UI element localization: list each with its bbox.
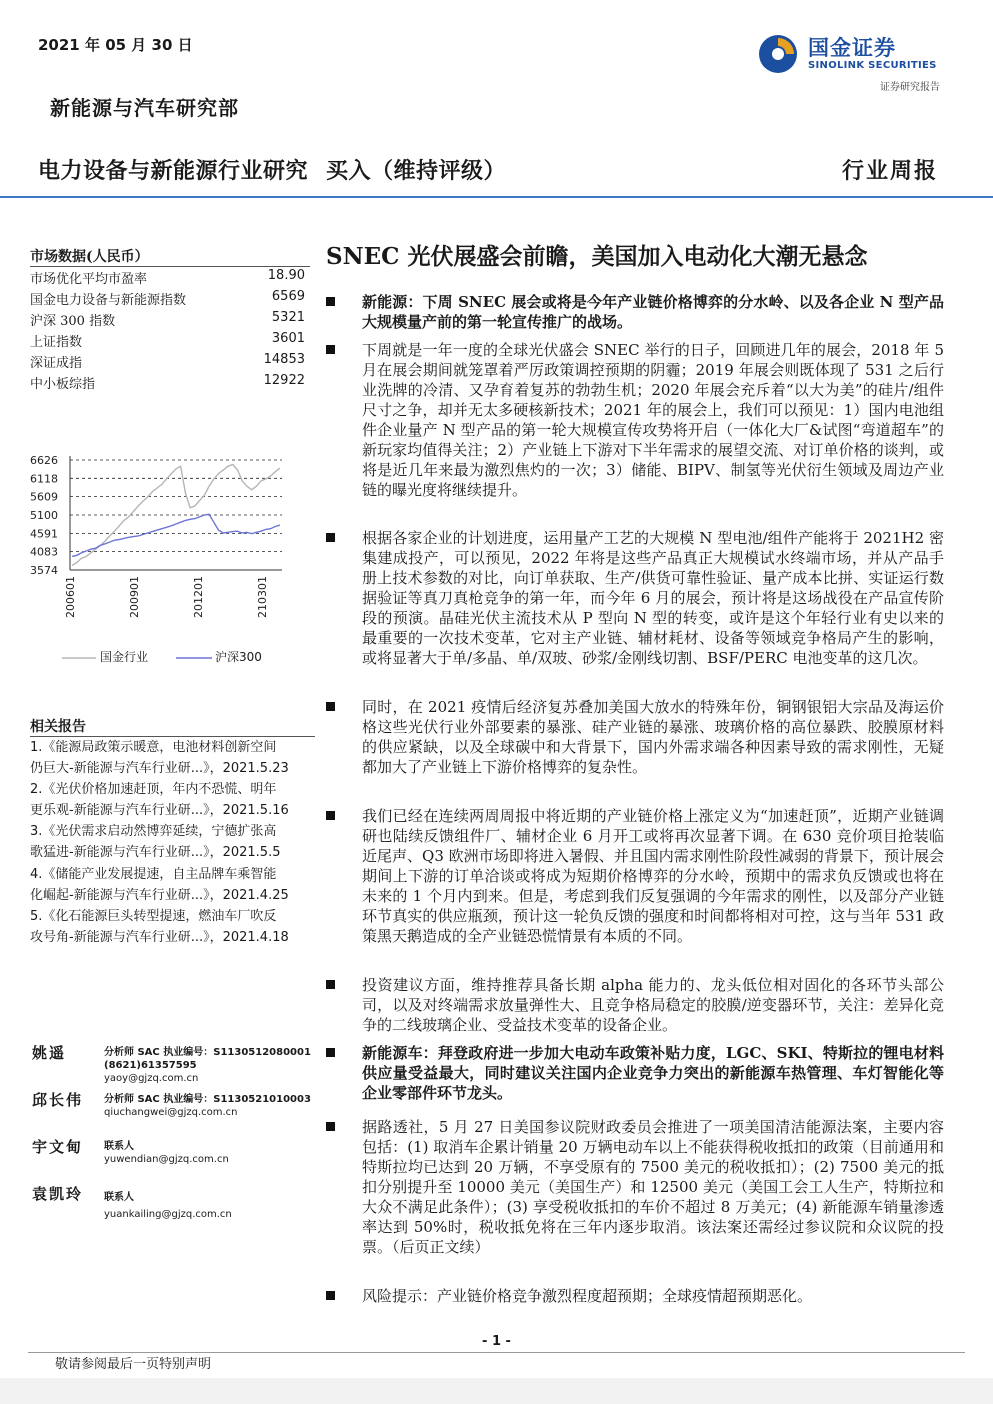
index-line-chart [30, 446, 290, 626]
logo-mark-icon [758, 34, 798, 74]
analyst-info [104, 1093, 311, 1119]
market-value: 12922 [263, 373, 305, 388]
related-report-line: 4.《储能产业发展提速，自主品牌车乘智能 [30, 867, 277, 882]
analyst-role: 分析师 SAC 执业编号：S1130521010003 [104, 1094, 311, 1105]
header-divider [0, 196, 993, 198]
bullet-marker [326, 1291, 335, 1300]
market-label: 中小板综指 [30, 377, 96, 392]
analyst-card [32, 1042, 322, 1088]
market-value: 6569 [271, 289, 305, 304]
related-report-line: 2.《光伏价格加速赶顶，年内不恐慌、明年 [30, 782, 277, 797]
market-label: 国金电力设备与新能源指数 [30, 293, 187, 308]
page-bottom-band [0, 1378, 993, 1404]
x-tick-label: 210301 [256, 576, 269, 618]
related-reports-heading: 相关报告 [30, 719, 86, 735]
company-logo [758, 32, 948, 94]
body-paragraph: 同时，在 2021 疫情后经济复苏叠加美国大放水的特殊年份，铜钢银铝大宗品及海运价格这些光伏行业外部要素的暴涨、硅产业链的暴涨、玻璃价格的高位暴跌、胶膜原材料的供应紧缺，以及全球碳中和大背景下，国内外需求端各种因素导致的需求刚性，无疑都加大了产业链上下游价格博弈的复杂性。 [362, 698, 944, 776]
analyst-info [104, 1046, 311, 1085]
market-value: 5321 [271, 310, 305, 325]
y-tick-label: 5100 [30, 509, 58, 522]
related-report-line: 歌猛进-新能源与汽车行业研...》，2021.5.5 [30, 845, 281, 860]
legend-swatch-industry [62, 656, 96, 660]
risk-warning: 风险提示：产业链价格竞争激烈程度超预期；全球疫情超预期恶化。 [362, 1287, 813, 1305]
bullet-marker [326, 1048, 335, 1057]
market-label: 市场优化平均市盈率 [30, 272, 148, 287]
analyst-email[interactable]: yuwendian@gjzq.com.cn [104, 1154, 229, 1165]
related-report-item[interactable] [30, 821, 318, 863]
related-report-line: 5.《化石能源巨头转型提速，燃油车厂吹反 [30, 909, 277, 924]
industry-rating-line [38, 154, 506, 185]
bullet-marker [326, 702, 335, 711]
related-report-line: 更乐观-新能源与汽车行业研...》，2021.5.16 [30, 803, 289, 818]
market-label: 沪深 300 指数 [30, 314, 116, 329]
analyst-phone: (8621)61357595 [104, 1060, 197, 1071]
related-report-line: 仍巨大-新能源与汽车行业研...》，2021.5.23 [30, 761, 289, 776]
y-tick-label: 5609 [30, 490, 58, 504]
bullet-marker [326, 980, 335, 989]
bullet-marker [326, 297, 335, 306]
series-line-1 [72, 514, 280, 556]
y-tick-label: 6626 [30, 454, 58, 467]
industry-name: 电力设备与新能源行业研究 [38, 159, 309, 184]
department-name: 新能源与汽车研究部 [50, 96, 239, 120]
related-report-item[interactable] [30, 906, 318, 948]
legend-label-industry: 国金行业 [100, 650, 149, 664]
analyst-name: 姚遥 [32, 1044, 67, 1062]
analyst-name: 邱长伟 [32, 1091, 84, 1109]
report-type: 行业周报 [841, 158, 938, 184]
rating: 买入（维持评级） [326, 159, 507, 184]
market-value: 18.90 [267, 268, 305, 283]
y-tick-label: 4591 [30, 527, 58, 541]
bullet-marker [326, 1122, 335, 1131]
analyst-info [104, 1140, 229, 1166]
section-heading-nev: 新能源车：拜登政府进一步加大电动车政策补贴力度，LGC、SKI、特斯拉的锂电材料供应量受益最大，同时建议关注国内企业竞争力突出的新能源车热管理、车灯智能化等企业零部件环节龙头。 [362, 1044, 944, 1102]
analyst-name: 宇文甸 [32, 1138, 84, 1156]
legend-swatch-hs300 [176, 656, 212, 660]
related-report-item[interactable] [30, 779, 318, 821]
logo-english-text: SINOLINK SECURITIES [808, 60, 937, 71]
analyst-card [32, 1136, 322, 1176]
disclaimer-note: 敬请参阅最后一页特别声明 [55, 1357, 212, 1372]
x-tick-label: 201201 [192, 576, 205, 618]
related-report-item[interactable] [30, 864, 318, 906]
report-title: SNEC 光伏展盛会前瞻，美国加入电动化大潮无悬念 [326, 243, 868, 270]
body-paragraph: 投资建议方面，维持推荐具备长期 alpha 能力的、龙头低位相对固化的各环节头部公司，以及对终端需求放量弹性大、且竞争格局稳定的胶膜/逆变器环节，关注：差异化竞争的二线玻璃企业、受益技术变革的设备企业。 [362, 976, 944, 1034]
logo-chinese-text: 国金证券 [808, 36, 896, 60]
analyst-card [32, 1089, 322, 1129]
body-paragraph: 据路透社，5 月 27 日美国参议院财政委员会推进了一项美国清洁能源法案，主要内容包括：(1) 取消车企累计销量 20 万辆电动车以上不能获得税收抵扣的政策（目前通用和特斯拉均已达到 20 万辆，不享受原有的 7500 美元的税收抵扣）；(2) 7500 美元的抵扣分别提升至 10000 美元（美国生产）和 12500 美元（美国工会工人生产，特斯拉和大众不满足此条件）；(3) 享受税收抵扣的车价不超过 8 万美元；(4) 新能源车销量渗透率达到 50%时，税收抵免将在三年内逐步取消。该法案还需经过参议院和众议院的投票。（后页正文续） [362, 1118, 944, 1256]
legend-label-hs300: 沪深300 [215, 650, 262, 664]
section-heading-solar: 新能源：下周 SNEC 展会或将是今年产业链价格博弈的分水岭、以及各企业 N 型产品大规模量产前的第一轮宣传推广的战场。 [362, 293, 944, 331]
market-value: 3601 [271, 331, 305, 346]
y-tick-label: 6118 [30, 472, 58, 486]
body-paragraph: 根据各家企业的计划进度，运用量产工艺的大规模 N 型电池/组件产能将于 2021H2 密集建成投产，可以预见，2022 年将是这些产品真正大规模试水终端市场，并从产品手册上技术参数的对比，向订单获取、生产/供货可靠性验证、量产成本比拼、实证运行数据验证等真刀真枪竞争的第一年，而今年 6 月的展会，预计将是这场战役在产品宣传阶段的预演。晶硅光伏主流技术从 P 型向 N 型的转变，或许是这个年轻行业有史以来的最重要的一次技术变革，它对主产业链、辅材耗材、设备等领域竞争格局产生的影响，或将显著大于单/多晶、单/双玻、砂浆/金刚线切割、BSF/PERC 电池变革的这几次。 [362, 529, 944, 667]
series-line-0 [72, 465, 280, 566]
body-paragraph: 下周就是一年一度的全球光伏盛会 SNEC 举行的日子，回顾进几年的展会，2018 年 5 月在展会期间就笼罩着严厉政策调控预期的阴霾；2019 年展会则既体现了 531 之后行业洗牌的冷清、又孕育着复苏的勃勃生机；2020 年展会充斥着“以大为美”的硅片/组件尺寸之争，却并无太多硬核新技术；2021 年的展会上，我们可以预见：1）国内电池组件企业量产 N 型产品的第一轮大规模宣传攻势将开启（一体化大厂&试图“弯道超车”的新玩家均值得关注；2）产业链上下游对下半年需求的展望交流、对订单价格的谈判，或将是近几年来最为激烈焦灼的一次；3）储能、BIPV、制氢等光伏衍生领域及周边产业链的曝光度将继续提升。 [362, 341, 944, 499]
bullet-marker [326, 345, 335, 354]
analyst-email[interactable]: qiuchangwei@gjzq.com.cn [104, 1107, 238, 1118]
analyst-role: 联系人 [104, 1141, 134, 1152]
market-label: 上证指数 [30, 335, 83, 350]
x-tick-label: 200601 [64, 576, 77, 618]
y-tick-label: 3574 [30, 564, 58, 577]
market-data-divider [30, 266, 310, 267]
report-date: 2021 年 05 月 30 日 [38, 36, 193, 54]
analyst-card [32, 1183, 322, 1223]
bullet-marker [326, 811, 335, 820]
page-number: - 1 - [482, 1334, 511, 1349]
x-tick-label: 200901 [128, 576, 141, 618]
chart-legend [62, 648, 312, 666]
related-report-line: 3.《光伏需求启动然博弈延续，宁德扩张高 [30, 824, 277, 839]
bullet-marker [326, 533, 335, 542]
analyst-role: 联系人 [104, 1192, 134, 1203]
body-paragraph: 我们已经在连续两周周报中将近期的产业链价格上涨定义为“加速赶顶”，近期产业链调研也陆续反馈组件厂、辅材企业 6 月开工或将再次显著下调。在 630 竞价项目抢装临近尾声、Q3 欧洲市场即将进入暑假、并且国内需求刚性阶段性减弱的背景下，预计展会期间上下游的订单洽谈或将成为短期价格博弈的分水岭，预期中的需求负反馈或也将在未来的 1 个月内到来。但是，考虑到我们反复强调的今年需求的刚性，以及部分产业链环节真实的供应瓶颈，预计这一轮负反馈的强度和时间都将相对可控，这与当年 531 政策黑天鹅造成的全产业链恐慌情景有本质的不同。 [362, 807, 944, 945]
y-tick-label: 4083 [30, 545, 58, 559]
related-report-item[interactable] [30, 737, 318, 779]
market-data-heading: 市场数据(人民币） [30, 249, 149, 265]
related-report-line: 攻号角-新能源与汽车行业研...》，2021.4.18 [30, 930, 289, 945]
related-report-line: 1.《能源局政策示暖意，电池材料创新空间 [30, 740, 277, 755]
analyst-info [104, 1187, 232, 1221]
related-report-line: 化崛起-新能源与汽车行业研...》，2021.4.25 [30, 888, 289, 903]
analyst-role: 分析师 SAC 执业编号：S1130512080001 [104, 1047, 311, 1058]
analyst-name: 袁凯玲 [32, 1185, 84, 1203]
analyst-email[interactable]: yuankailing@gjzq.com.cn [104, 1209, 232, 1220]
logo-subtitle: 证券研究报告 [880, 82, 940, 93]
analyst-email[interactable]: yaoy@gjzq.com.cn [104, 1073, 199, 1084]
market-value: 14853 [263, 352, 305, 367]
market-label: 深证成指 [30, 356, 83, 371]
